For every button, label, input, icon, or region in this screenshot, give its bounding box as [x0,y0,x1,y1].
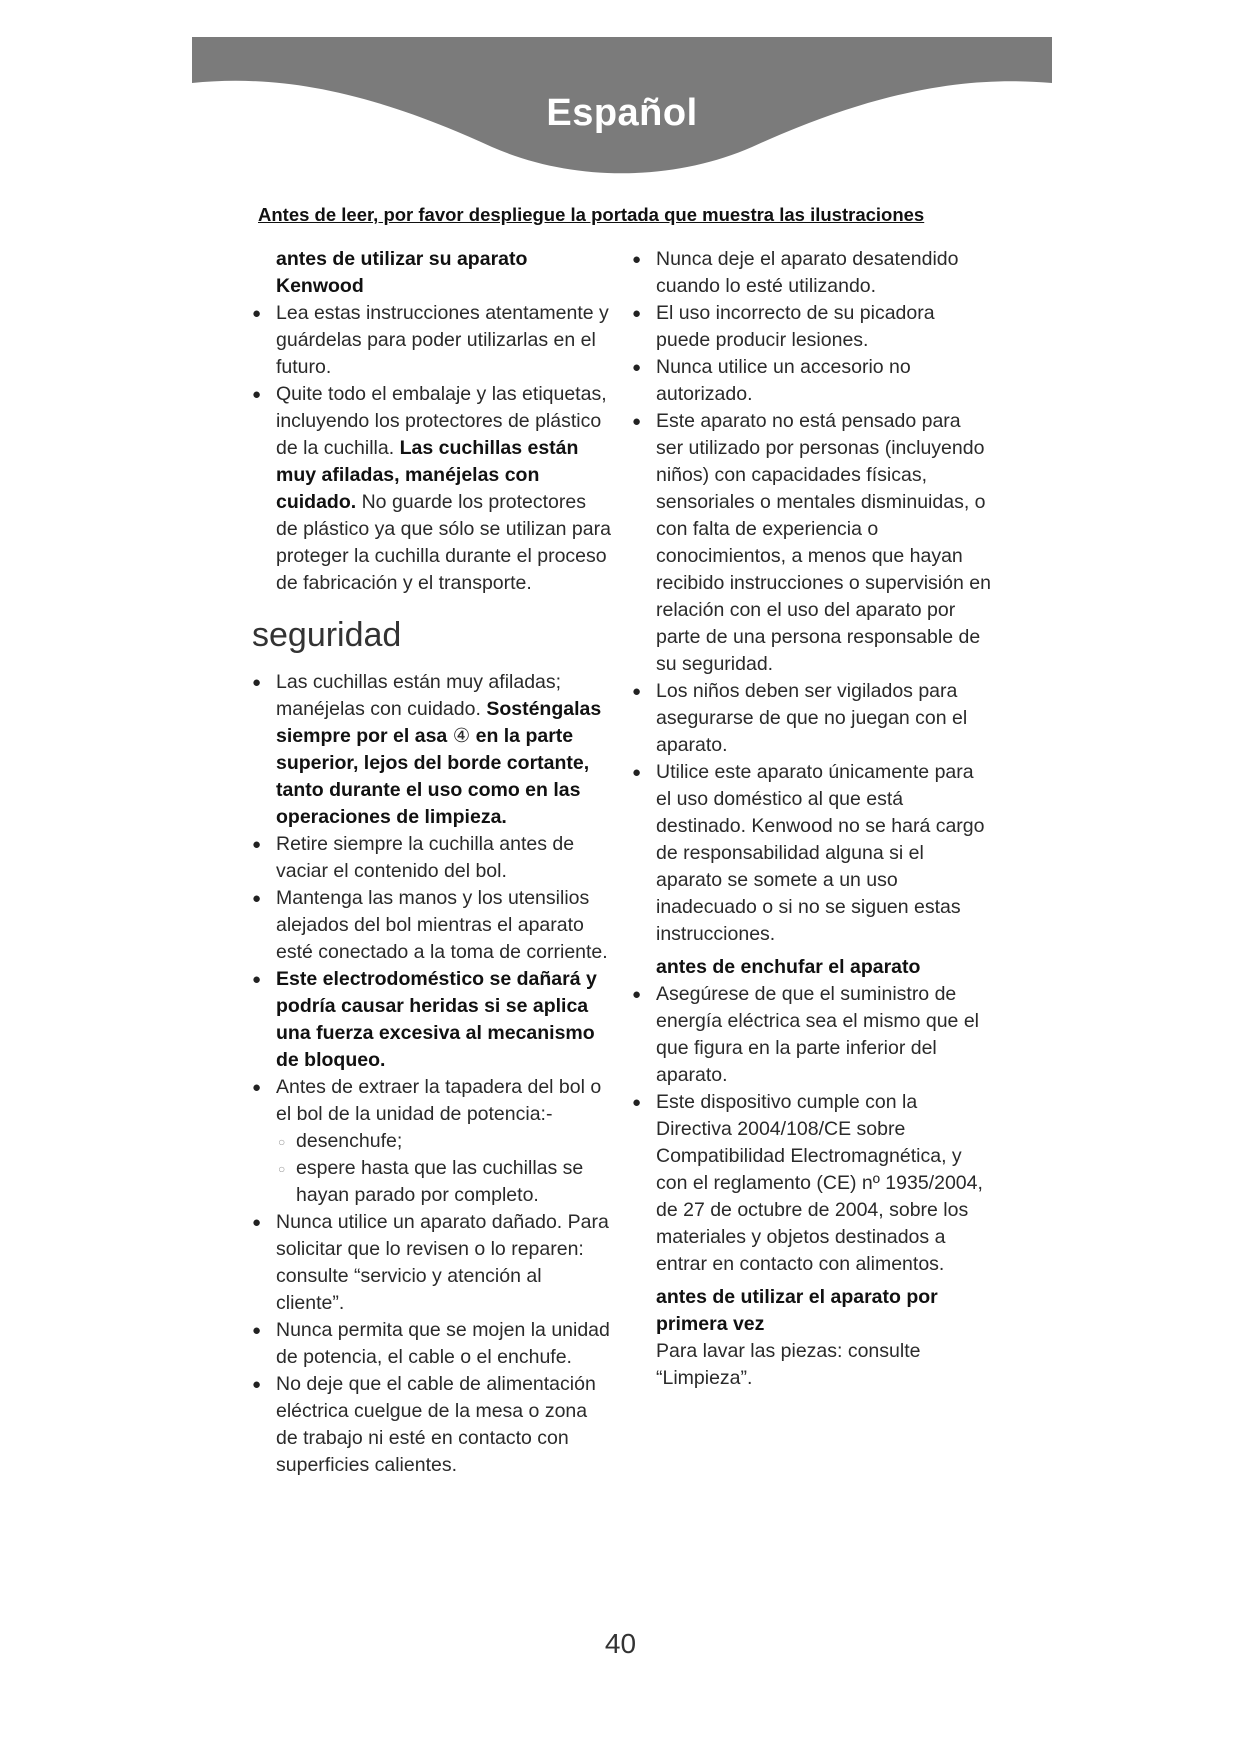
page-title: Español [546,92,698,134]
list-item [632,678,992,759]
list-item-warning: en la parte superior, lejos del borde cortante, tanto durante el uso como en las operaciones de limpieza. [276,725,590,828]
list-item-warning: Sosténgalas siempre por el asa [276,698,602,747]
list-item-text: El uso incorrecto de su picadora puede producir lesiones. [656,302,935,351]
heading-before-use-line2: Kenwood [276,275,364,297]
list-item-text: Lea estas instrucciones atentamente y guárdelas para poder utilizarlas en el futuro. [276,302,609,378]
list-item-warning: Este electrodoméstico se dañará y podría causar heridas si se aplica una fuerza excesiva al mecanismo de bloqueo. [276,968,597,1071]
list-item-text: Utilice este aparato únicamente para el uso doméstico al que está destinado. Kenwood no se hará cargo de responsabilidad alguna si el aparato se somete a un uso inadecuado o si no se siguen estas instrucciones. [656,761,985,945]
list-item-text: Nunca permita que se mojen la unidad de potencia, el cable o el enchufe. [276,1319,610,1368]
list-item-text: Quite todo el embalaje y las etiquetas, incluyendo los protectores de plástico de la cuchilla. [276,383,607,459]
list-item [632,300,992,354]
list-item-text: No guarde los protectores de plástico ya que sólo se utilizan para proteger la cuchilla durante el proceso de fabricación y el transporte. [276,491,611,594]
list-item [252,966,612,1074]
list-item [252,831,612,885]
list-item [632,981,992,1089]
list-item [252,1074,612,1128]
list-item-text: Las cuchillas están muy afiladas; manéjelas con cuidado. [276,671,562,720]
left-column [252,246,612,1479]
list-item [252,1317,612,1371]
page-number: 40 [604,1628,637,1659]
sub-list-item [252,1128,612,1155]
list-item-text: Este aparato no está pensado para ser utilizado por personas (incluyendo niños) con capacidades físicas, sensoriales o mentales disminuidas, o con falta de experiencia o conocimientos, a menos que hayan recibido instrucciones o supervisión en relación con el uso del aparato por parte de una persona responsable de su seguridad. [656,410,991,675]
heading-first-use: antes de utilizar el aparato por primera vez [656,1286,938,1335]
list-item-text: Antes de extraer la tapadera del bol o el bol de la unidad de potencia:- [276,1076,602,1125]
list-item-text: Mantenga las manos y los utensilios alejados del bol mientras el aparato esté conectado a la toma de corriente. [276,887,608,963]
list-item-text: Retire siempre la cuchilla antes de vaciar el contenido del bol. [276,833,575,882]
list-item-text: Asegúrese de que el suministro de energía eléctrica sea el mismo que el que figura en la parte inferior del aparato. [656,983,979,1086]
list-item [632,1089,992,1278]
list-item [632,246,992,300]
list-item-warning: Las cuchillas están muy afiladas, manéjelas con cuidado. [276,437,579,513]
right-column [632,246,992,1392]
list-item [252,669,612,831]
sub-list-item-text: desenchufe; [296,1130,403,1152]
list-item [632,759,992,948]
intro-instruction: Antes de leer, por favor despliegue la portada que muestra las ilustraciones [258,204,925,225]
list-item-text: No deje que el cable de alimentación eléctrica cuelgue de la mesa o zona de trabajo ni esté en contacto con superficies calientes. [276,1373,596,1476]
sub-list-item [252,1155,612,1209]
heading-before-use-line1: antes de utilizar su aparato [276,248,528,270]
figure-reference: ④ [452,725,471,747]
list-item-text: Nunca deje el aparato desatendido cuando lo esté utilizando. [656,248,959,297]
heading-before-use [252,246,612,300]
list-item-text: Nunca utilice un accesorio no autorizado. [656,356,911,405]
list-item [252,1209,612,1317]
first-use-text: Para lavar las piezas: consulte “Limpieza”. [656,1340,921,1389]
list-item-text: Este dispositivo cumple con la Directiva 2004/108/CE sobre Compatibilidad Electromagnética, y con el reglamento (CE) nº 1935/2004, de 27 de octubre de 2004, sobre los materiales y objetos destinados a entrar en contacto con alimentos. [656,1091,983,1275]
list-item [632,408,992,678]
list-item [252,885,612,966]
list-item [252,300,612,381]
heading-before-plugging: antes de enchufar el aparato [656,956,921,978]
list-item [632,354,992,408]
list-item [252,1371,612,1479]
section-title-seguridad: seguridad [252,616,402,654]
list-item [252,381,612,597]
list-item-text: Nunca utilice un aparato dañado. Para solicitar que lo revisen o lo reparen: consulte “servicio y atención al cliente”. [276,1211,609,1314]
sub-list-item-text: espere hasta que las cuchillas se hayan parado por completo. [296,1157,584,1206]
list-item-text: Los niños deben ser vigilados para asegurarse de que no juegan con el aparato. [656,680,968,756]
